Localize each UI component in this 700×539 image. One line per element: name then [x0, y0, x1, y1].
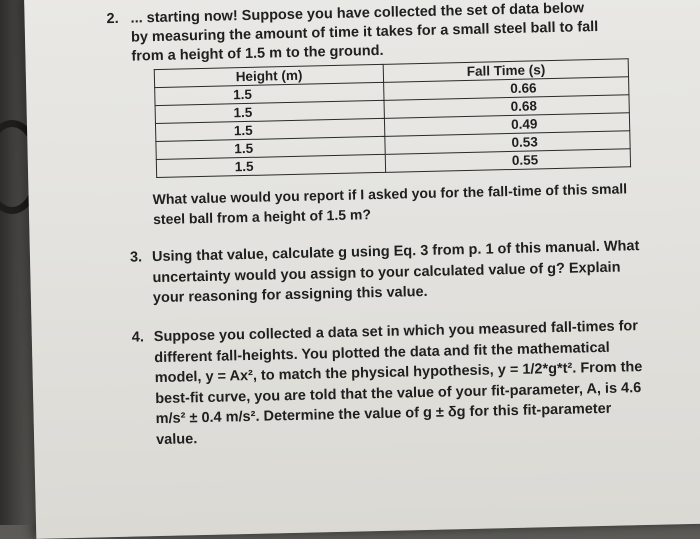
- question-2-intro-text: ... starting now! Suppose you have collected the set of data below by measuring the amount of time it takes for a small steel ball to fall from a height of 1.5 m to the ground.: [130, 0, 599, 65]
- worksheet-page: [24, 0, 700, 539]
- fall-time-cell: 0.53: [385, 131, 630, 155]
- fall-time-cell: 0.68: [384, 95, 629, 119]
- fall-time-cell: 0.49: [385, 113, 630, 137]
- question-2-intro: [106, 0, 601, 67]
- fall-time-table: [154, 58, 631, 178]
- height-cell: 1.5: [155, 100, 385, 123]
- question-4: [131, 316, 647, 450]
- question-4-text: Suppose you collected a data set in which you measured fall-times for different fall-heights. You plotted the data and fit the mathematical model, y = Ax², to match the physical hypothesis, y = 1/2*g*t². From the best-fit curve, you are told that the value of your fit-parameter, A, is 4.6 m/s² ± 0.4 m/s². Determine the value of g ± δg for this fit-parameter value.: [153, 318, 643, 448]
- height-cell: 1.5: [156, 154, 386, 177]
- question-2-follow-up: What value would you report if I asked you for the fall-time of this small steel ball from a height of 1.5 m?: [152, 180, 628, 228]
- question-3: [129, 236, 643, 309]
- fall-time-cell: 0.55: [386, 149, 631, 173]
- question-3-text: Using that value, calculate g using Eq. 3 from p. 1 of this manual. What uncertainty would you assign to your calculated value of g? Explain your reasoning for assigning this value.: [151, 238, 640, 307]
- fall-time-column-header: Fall Time (s): [384, 59, 629, 83]
- height-cell: 1.5: [155, 118, 385, 141]
- height-cell: 1.5: [155, 82, 385, 105]
- question-3-number: 3.: [129, 249, 143, 266]
- fall-time-cell: 0.66: [384, 77, 629, 101]
- height-column-header: Height (m): [154, 64, 384, 87]
- question-2-number: 2.: [106, 10, 119, 28]
- question-4-number: 4.: [131, 329, 145, 346]
- height-cell: 1.5: [156, 136, 386, 159]
